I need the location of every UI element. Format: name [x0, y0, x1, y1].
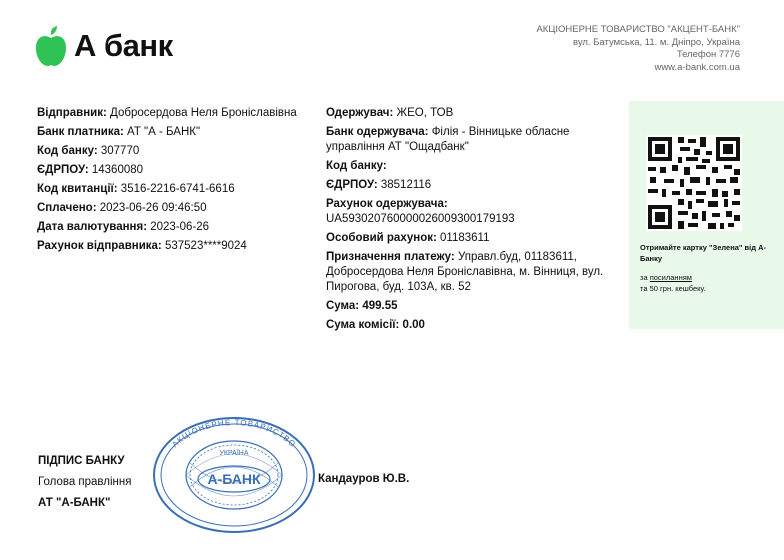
- recipient-account-row: [326, 197, 616, 227]
- recipient-bank-value: Філія - Вінницьке обласне управління АТ "Ощадбанк": [326, 126, 570, 153]
- sum-row: [326, 297, 616, 316]
- personal-account-label: Особовий рахунок:: [326, 232, 437, 244]
- fee-row: [326, 316, 616, 335]
- fee-value: 0.00: [402, 319, 425, 331]
- recipient-bank-label: Банк одержувача:: [326, 126, 429, 138]
- stamp-inner-text: УКРАЇНА: [219, 450, 249, 457]
- payment-purpose-label: Призначення платежу:: [326, 251, 455, 263]
- promo-link[interactable]: посиланням: [649, 273, 692, 282]
- paid-label: Сплачено:: [37, 202, 97, 214]
- value-date-value: 2023-06-26: [150, 221, 210, 233]
- personal-account-row: [326, 229, 616, 248]
- payer-bank-label: Банк платника:: [37, 126, 124, 138]
- bank-phone: Телефон 7776: [676, 49, 740, 60]
- sender-row: [37, 104, 317, 123]
- sender-edrpou-row: [37, 161, 317, 180]
- paid-row: [37, 199, 317, 218]
- sender-label: Відправник:: [37, 107, 107, 119]
- qr-code-icon[interactable]: [646, 135, 742, 231]
- sum-label: Сума:: [326, 300, 360, 312]
- stamp-ring-path: АКЦІОНЕРНЕ ТОВАРИСТВО: [170, 417, 298, 450]
- promo-panel: [629, 101, 784, 329]
- sender-section: [37, 104, 317, 256]
- sender-account-row: [37, 237, 317, 256]
- sender-account-value: 537523****9024: [164, 240, 247, 252]
- sender-value: Добросердова Неля Броніславівна: [110, 107, 297, 119]
- promo-subtitle: [640, 272, 780, 294]
- signature-org: АТ "А-БАНК": [38, 497, 111, 509]
- payer-bank-value: АТ "А - БАНК": [127, 126, 201, 138]
- stamp-center-text: А-БАНК: [207, 471, 261, 487]
- promo-title: Отримайте картку "Зелена" від А-Банку: [640, 243, 767, 263]
- receipt-code-label: Код квитанції:: [37, 183, 118, 195]
- sender-edrpou-label: ЄДРПОУ:: [37, 164, 89, 176]
- recipient-bank-code-label: Код банку:: [326, 160, 387, 172]
- recipient-bank-code-row: [326, 157, 616, 176]
- bank-logo: [36, 26, 173, 66]
- recipient-section: [326, 104, 616, 335]
- payment-purpose-row: [326, 250, 616, 295]
- promo-suffix: та 50 грн. кешбеку.: [640, 284, 706, 293]
- value-date-label: Дата валютування:: [37, 221, 148, 233]
- sender-bank-code-value: 307770: [100, 145, 140, 157]
- signature-block: [38, 451, 131, 514]
- recipient-label: Одержувач:: [326, 107, 394, 119]
- recipient-edrpou-row: [326, 176, 616, 195]
- sender-bank-code-row: [37, 142, 317, 161]
- signature-position: Голова правління: [38, 476, 132, 488]
- signatory-name: Кандауров Ю.В.: [318, 473, 410, 485]
- personal-account-value: 01183611: [440, 232, 490, 244]
- fee-label: Сума комісії:: [326, 319, 400, 331]
- paid-value: 2023-06-26 09:46:50: [99, 202, 207, 214]
- payer-bank-row: [37, 123, 317, 142]
- receipt-code-value: 3516-2216-6741-6616: [120, 183, 235, 195]
- payment-purpose-value: Управл.буд, 01183611, Добросердова Неля Броніславівна, м. Вінниця, вул. Пирогова, буд. 103А, кв. 52: [326, 251, 604, 293]
- sender-edrpou-value: 14360080: [91, 164, 144, 176]
- receipt-code-row: [37, 180, 317, 199]
- recipient-edrpou-value: 38512116: [380, 179, 432, 191]
- bank-address: вул. Батумська, 11. м. Дніпро, Україна: [572, 36, 740, 48]
- sender-bank-code-label: Код банку:: [37, 145, 98, 157]
- promo-prefix: за: [640, 273, 650, 282]
- recipient-row: [326, 104, 616, 123]
- recipient-value: ЖЕО, ТОВ: [396, 107, 454, 119]
- bank-info: [536, 24, 740, 74]
- stamp-ring-text: [170, 418, 297, 449]
- recipient-account-value: UA593020760000026009300179193: [326, 213, 515, 225]
- sum-value: 499.55: [362, 300, 398, 312]
- apple-logo-icon: [36, 26, 66, 66]
- recipient-edrpou-label: ЄДРПОУ:: [326, 179, 378, 191]
- bank-name: АКЦІОНЕРНЕ ТОВАРИСТВО "АКЦЕНТ-БАНК": [536, 24, 740, 35]
- recipient-bank-row: [326, 125, 616, 155]
- recipient-account-label: Рахунок одержувача:: [326, 198, 448, 210]
- sender-account-label: Рахунок відправника:: [37, 240, 162, 252]
- bank-stamp-icon: [150, 413, 318, 535]
- signature-title: ПІДПИС БАНКУ: [38, 455, 125, 467]
- value-date-row: [37, 218, 317, 237]
- bank-website: www.a-bank.com.ua: [654, 61, 740, 73]
- logo-text: А банк: [74, 28, 173, 63]
